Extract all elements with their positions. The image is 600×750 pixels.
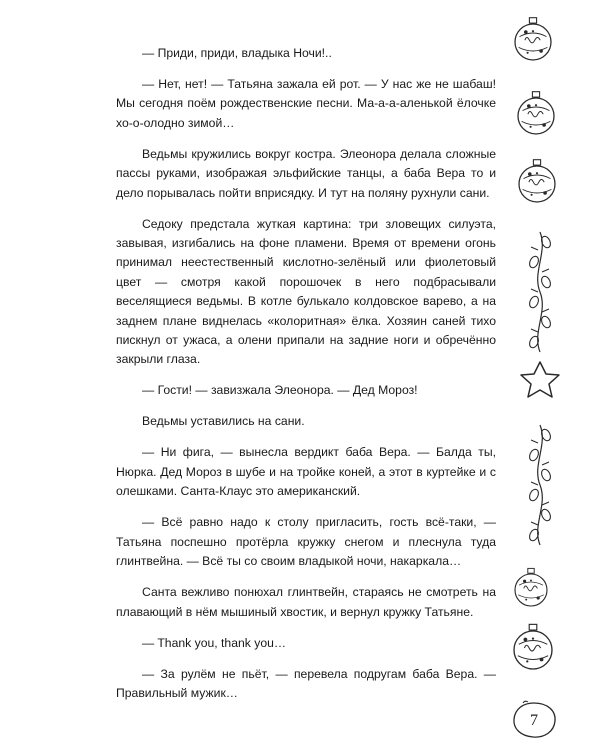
christmas-ornament-icon — [514, 624, 552, 669]
paragraph: — Гости! — завизжала Элеонора. — Дед Мороз! — [142, 383, 418, 398]
garland-icon — [528, 232, 552, 352]
christmas-ornament-icon — [519, 160, 555, 202]
paragraph: Санта вежливо понюхал глинтвейн, стараясь не смотреть на плавающий в нём мышиный хвостик, и вернул кружку Татьяне. — [116, 585, 496, 619]
star-icon — [521, 362, 559, 397]
paragraph: Седоку предстала жуткая картина: три зловещих силуэта, завывая, изгибались на фоне пламени. Время от времени огонь принимал неестественный кислотно-зелёный или фиолетовый цвет — смотря какой порошочек в него подбрасывали веселящиеся ведьмы. В котле булькало колдовское варево, а на заднем плане виднелась «колоритная» ёлка. Хозяин саней тихо пискнул от ужаса, а олени припали на задние ноги и обречённо закрыли глаза. — [116, 216, 496, 367]
text-column — [116, 44, 496, 715]
christmas-ornament-icon — [515, 18, 551, 60]
christmas-ornament-icon — [518, 92, 554, 134]
garland-icon — [528, 425, 552, 545]
page-number — [510, 700, 558, 740]
paragraph: — Приди, приди, владыка Ночи!.. — [142, 46, 332, 60]
paragraph: Ведьмы уставились на сани. — [142, 414, 305, 429]
paragraph: — Нет, нет! — Татьяна зажала ей рот. — У нас же не шабаш! Мы сегодня поём рождественские песни. Ма-а-а-аленькой ёлочке хо-о-олодно зимой… — [116, 77, 496, 130]
christmas-ornament-icon — [515, 568, 547, 606]
paragraph: — За рулём не пьёт, — перевела подругам баба Вера. — Правильный мужик… — [116, 666, 496, 700]
page-number-text: 7 — [530, 712, 538, 729]
paragraph: — Thank you, thank you… — [142, 635, 287, 650]
paragraph: Ведьмы кружились вокруг костра. Элеонора делала сложные пассы руками, изображая эльфийские танцы, а баба Вера то и дело порывалась пойти вприсядку. И тут на поляну рухнули сани. — [116, 146, 496, 200]
paragraph: — Всё равно надо к столу пригласить, гость всё-таки, — Татьяна поспешно протёрла кружку снегом и плеснула туда глинтвейна. — Всё ты со своим владыкой ночи, накаркала… — [116, 515, 496, 569]
paragraph: — Ни фига, — вынесла вердикт баба Вера. — Балда ты, Нюрка. Дед Мороз в шубе и на тройке коней, а этот в куртейке и с олешками. Санта-Клаус это американский. — [116, 445, 496, 499]
